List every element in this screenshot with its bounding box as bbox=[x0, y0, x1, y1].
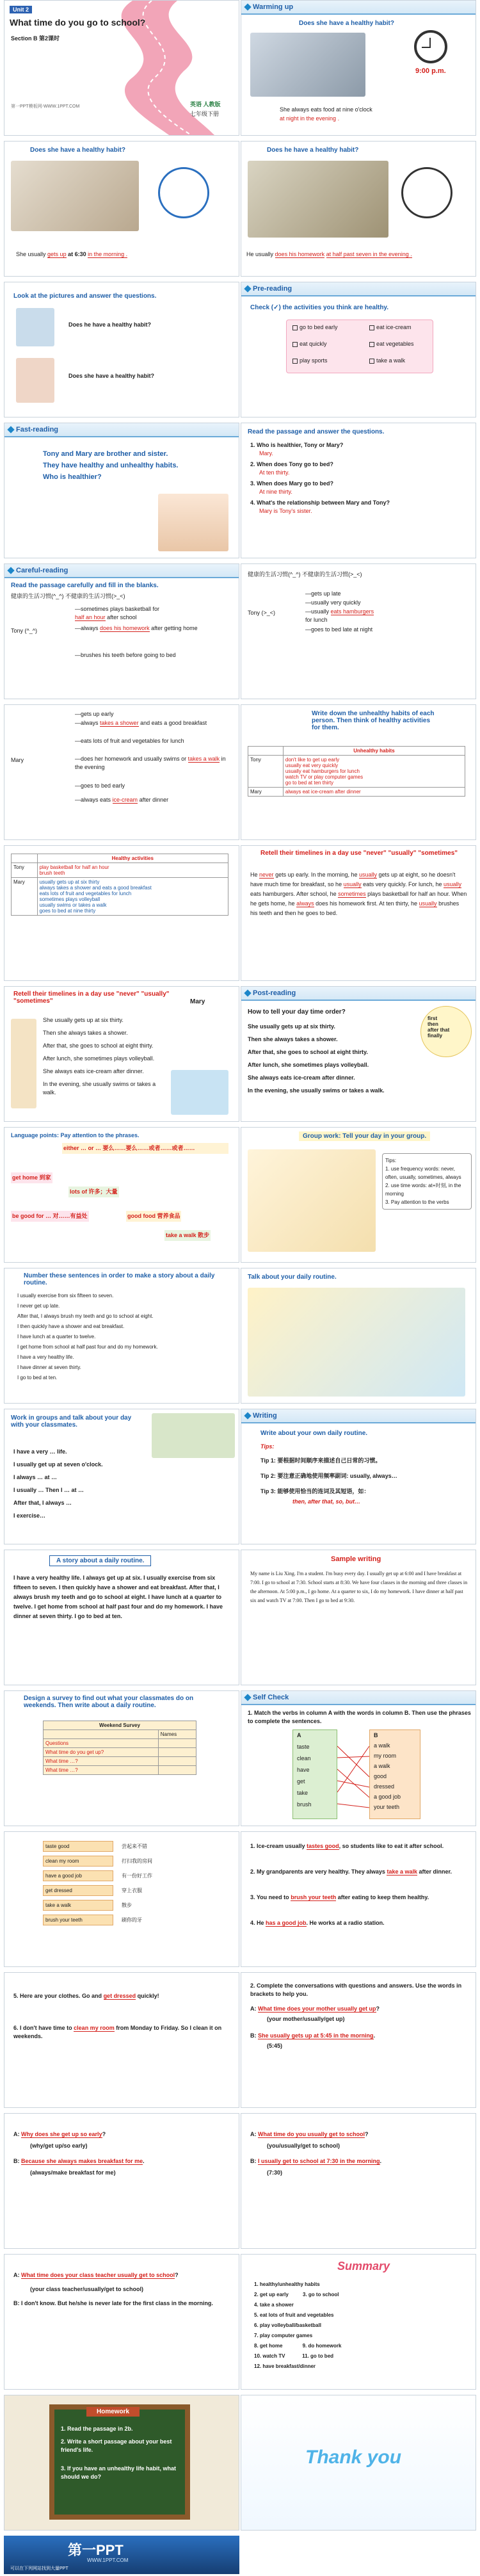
line-5: She always eats ice-cream after dinner. bbox=[43, 1068, 144, 1074]
tip-1: Tip 1: 要根据时间顺序来描述自己日常的习惯。 bbox=[260, 1457, 381, 1464]
hint-a: (your class teacher/usually/get to school) bbox=[30, 2286, 144, 2292]
phrase-4: be good for … 对……有益处 bbox=[11, 1211, 89, 1222]
slide-story bbox=[4, 1550, 239, 1685]
sentence-2: 2. My grandparents are very healthy. They always take a walk after dinner. bbox=[250, 1868, 452, 1875]
slide-fill-sentences-2 bbox=[4, 1972, 239, 2108]
instruction: Check (✓) the activities you think are healthy. bbox=[250, 304, 389, 311]
summary-1: 1. healthy/unhealthy habits bbox=[254, 2281, 320, 2287]
row-8 bbox=[0, 986, 480, 1127]
slide-thank-you bbox=[241, 2395, 476, 2531]
photo-boy-sport bbox=[16, 308, 54, 346]
line-2: I usually get up at seven o'clock. bbox=[13, 1461, 103, 1468]
hint-a: (your mother/usually/get up) bbox=[267, 2016, 345, 2022]
q2: 2. When does Tony go to bed? bbox=[250, 461, 333, 467]
brand-name: 第一PPT bbox=[68, 2542, 124, 2558]
question: Does he have a healthy habit? bbox=[267, 147, 359, 154]
sentence-3: 3. You need to brush your teeth after eating to keep them healthy. bbox=[250, 1894, 429, 1900]
line-5: After that, I always … bbox=[13, 1500, 72, 1506]
section-header: Post-reading bbox=[245, 989, 296, 997]
line-4: I usually … Then I … at … bbox=[13, 1487, 84, 1493]
slide-tony-unhealthy bbox=[241, 563, 476, 699]
connector-bubble: first then after that finally bbox=[420, 1006, 472, 1057]
slide-group-talk bbox=[4, 1409, 239, 1544]
answer: She usually gets up at 6:30 in the morning . bbox=[16, 251, 128, 257]
diamond-icon bbox=[7, 567, 14, 574]
slide-retell-mary bbox=[4, 986, 239, 1122]
instruction: Write down the unhealthy habits of each person. Then think of healthy activities for them. bbox=[312, 710, 435, 731]
row-5 bbox=[0, 563, 480, 704]
summary-2: 2. get up early 3. go to school bbox=[254, 2292, 339, 2297]
thank-you-text: Thank you bbox=[305, 2447, 402, 2468]
slide-phrase-translation bbox=[4, 1831, 239, 1967]
brand-url[interactable]: WWW.1PPT.COM bbox=[87, 2557, 129, 2563]
row-15 bbox=[0, 1972, 480, 2113]
habit-3: —usually eats hamburgers for lunch bbox=[305, 608, 374, 623]
match-lines bbox=[337, 1729, 369, 1819]
story-body: I have a very healthy life. I always get up at six. I usually exercise from six fifteen to seven. I then quickly have a shower and eat breakfast. After that, I always brush my teeth and go to school at eight. I have lunch at a quarter to twelve. I get home from school at half past four and do my homework. I have dinner at seven thirty. I go to bed at ten. bbox=[13, 1575, 223, 1619]
slide-habit-he bbox=[241, 141, 476, 277]
summary-6: 7. play computer games bbox=[254, 2333, 313, 2338]
question: Does she have a healthy habit? bbox=[299, 20, 394, 27]
slide-healthy-table bbox=[4, 845, 239, 981]
slide-pre-reading bbox=[241, 282, 476, 417]
instruction: Write about your own daily routine. bbox=[260, 1430, 368, 1437]
habit-1: —gets up late bbox=[305, 590, 341, 597]
row-13 bbox=[0, 1690, 480, 1831]
tip-3-examples: then, after that, so, but… bbox=[292, 1498, 361, 1505]
slide-self-check bbox=[241, 1690, 476, 1826]
line-2: Then she always takes a shower. bbox=[248, 1036, 338, 1042]
slide-sample-writing bbox=[241, 1550, 476, 1685]
row-16 bbox=[0, 2113, 480, 2254]
publisher: 英语 人教版 bbox=[190, 101, 221, 108]
line-2: They have healthy and unhealthy habits. bbox=[43, 462, 179, 469]
person-name: Mary bbox=[190, 998, 205, 1005]
section-header: Fast-reading bbox=[8, 426, 58, 433]
footer-note: 可以在下列网站找到大量PPT bbox=[10, 2566, 68, 2571]
a1: Mary. bbox=[259, 450, 273, 457]
section-label: Section B 第2课时 bbox=[11, 35, 60, 42]
slide-fill-sentences bbox=[241, 1831, 476, 1967]
instruction: Work in groups and talk about your day with your classmates. bbox=[11, 1414, 132, 1429]
line-1: Tony and Mary are brother and sister. bbox=[43, 450, 168, 458]
section-header: Writing bbox=[245, 1412, 277, 1420]
alarm-clock-icon bbox=[158, 167, 209, 218]
slide-unhealthy-table bbox=[241, 704, 476, 840]
row-11 bbox=[0, 1409, 480, 1550]
story-title: A story about a daily routine. bbox=[49, 1555, 151, 1566]
sentence-5: I have lunch at a quarter to twelve. bbox=[17, 1334, 96, 1340]
question: Does she have a healthy habit? bbox=[30, 147, 125, 154]
habit-2: —usually very quickly bbox=[305, 599, 361, 606]
photo-swimming bbox=[171, 1070, 228, 1115]
legend: 健康的生活习惯(^_^) 不健康的生活习惯(>_<) bbox=[248, 571, 362, 578]
summary-5: 6. play volleyball/basketball bbox=[254, 2322, 321, 2328]
slide-survey bbox=[4, 1690, 239, 1826]
grade: 七年级下册 bbox=[190, 111, 220, 117]
routine-cartoons bbox=[248, 1288, 465, 1397]
q1: 1. Who is healthier, Tony or Mary? bbox=[250, 442, 344, 448]
column-b: B a walk my room a walk good dressed a good job your teeth bbox=[369, 1729, 420, 1819]
habit-3: —brushes his teeth before going to bed bbox=[75, 652, 176, 658]
habit-4: —does her homework and usually swims or takes a walk in the evening bbox=[75, 756, 226, 770]
diamond-icon bbox=[7, 426, 14, 433]
section-header: Self Check bbox=[245, 1694, 289, 1701]
slide-post-reading bbox=[241, 986, 476, 1122]
activity-5[interactable]: play sports bbox=[292, 357, 328, 365]
sentence-6: I get home from school at half past four and do my homework. bbox=[17, 1344, 158, 1350]
action-cards bbox=[248, 1149, 376, 1252]
a2: At ten thirty. bbox=[259, 469, 290, 476]
habit-4: —goes to bed late at night bbox=[305, 626, 373, 633]
slide-look-pictures bbox=[4, 282, 239, 417]
q4: 4. What's the relationship between Mary and Tony? bbox=[250, 499, 390, 506]
activity-2[interactable]: eat ice-cream bbox=[369, 323, 412, 332]
habit-5: —goes to bed early bbox=[75, 782, 125, 789]
slide-warming-up bbox=[241, 0, 476, 136]
instruction: Retell their timelines in a day use "never" "usually" "sometimes" bbox=[13, 991, 170, 1005]
line-6: In the evening, she usually swims or takes a walk. bbox=[43, 1081, 156, 1096]
answer-line-1: She always eats food at nine o'clock bbox=[280, 106, 372, 113]
photo-waking-up bbox=[11, 161, 139, 231]
phrase-2: get home 到家 bbox=[11, 1172, 52, 1183]
unit-badge: Unit 2 bbox=[10, 6, 32, 13]
section-header: Careful-reading bbox=[8, 567, 68, 574]
healthy-table: Healthy activities Tony play basketball for half an hour brush teeth Mary usually gets up at six thirty always takes a shower and eats a good breakfast eats lots of fruit and vegetables for lunch sometimes plays volleyball usually swims or takes a walk goes to bed at nine thirty bbox=[11, 854, 228, 916]
person-name: Tony (>_<) bbox=[248, 610, 276, 616]
homework-2: 2. Write a short passage about your best friend's life. bbox=[61, 2438, 172, 2453]
diamond-icon bbox=[244, 989, 251, 996]
brand-footer bbox=[4, 2536, 239, 2574]
row-7 bbox=[0, 845, 480, 986]
line-6: In the evening, she usually swims or takes a walk. bbox=[248, 1087, 385, 1094]
habit-3: —eats lots of fruit and vegetables for lunch bbox=[75, 738, 184, 744]
slide-mary-habits bbox=[4, 704, 239, 840]
tips-box: Tips: 1. use frequency words: never, often, usually, sometimes, always 2. use time words: at+时刻, in the morning 3. Pay attention to the verbs bbox=[382, 1153, 472, 1210]
summary-3: 4. take a shower bbox=[254, 2302, 294, 2308]
instruction: Talk about your daily routine. bbox=[248, 1274, 337, 1281]
sentence-4: I then quickly have a shower and eat breakfast. bbox=[17, 1324, 125, 1329]
question-1: Does he have a healthy habit? bbox=[68, 321, 152, 328]
sentence-8: I have dinner at seven thirty. bbox=[17, 1365, 81, 1370]
phrase-5: good food 营养食品 bbox=[126, 1211, 181, 1222]
diamond-icon bbox=[244, 3, 251, 10]
hint-a: (you/usually/get to school) bbox=[267, 2143, 340, 2149]
habit-2: —always does his homework after getting home bbox=[75, 625, 198, 631]
instruction: Read the passage carefully and fill in the blanks. bbox=[11, 582, 159, 589]
row-4 bbox=[0, 423, 480, 563]
illustration-kids bbox=[158, 494, 228, 551]
homework-1: 1. Read the passage in 2b. bbox=[61, 2426, 133, 2432]
line-b: B: Because she always makes breakfast for me. bbox=[13, 2158, 145, 2164]
instruction: 1. Match the verbs in column A with the words in column B. Then use the phrases to complete the sentences. bbox=[248, 1710, 471, 1724]
a3: At nine thirty. bbox=[259, 489, 292, 495]
line-1: She usually gets up at six thirty. bbox=[43, 1017, 124, 1023]
line-a: A: What time does your mother usually get up? bbox=[250, 2005, 380, 2012]
photo-homework bbox=[248, 161, 388, 238]
question: How to tell your day time order? bbox=[248, 1009, 346, 1016]
hint-b: (always/make breakfast for me) bbox=[30, 2169, 116, 2176]
phrase-1: either … or … 要么……要么……或者……或者…… bbox=[62, 1143, 228, 1154]
slide-conversation-2 bbox=[4, 2113, 239, 2249]
tip-2: Tip 2: 要注意正确地使用频率副词: usually, always… bbox=[260, 1473, 397, 1479]
a4: Mary is Tony's sister. bbox=[259, 508, 312, 514]
line-5: She always eats ice-cream after dinner. bbox=[248, 1074, 355, 1081]
photo-girl-eating bbox=[16, 358, 54, 403]
section-header: Pre-reading bbox=[245, 285, 292, 293]
slide-careful-reading bbox=[4, 563, 239, 699]
row-17 bbox=[0, 2254, 480, 2395]
slide-homework bbox=[4, 2395, 239, 2531]
homework-title: Homework bbox=[86, 2407, 140, 2417]
q3: 3. When does Mary go to bed? bbox=[250, 480, 334, 487]
sample-body: My name is Liu Xing. I'm a student. I'm busy every day. I usually get up at 6:00 and I have breakfast at 7:00. I go to school at 7:30. School starts at 8:30. We have four classes in the morning and three classes in the afternoon. At 5:00 p.m., I go home. At a quarter to six, I do my homework. I have dinner at half past six and watch TV at 7:00. Then I go to bed at 9:30. bbox=[250, 1571, 468, 1603]
sentence-7: I have a very healthy life. bbox=[17, 1354, 74, 1360]
sentence-1: I usually exercise from six fifteen to seven. bbox=[17, 1293, 114, 1299]
row-6 bbox=[0, 704, 480, 845]
tips-label: Tips: bbox=[260, 1443, 275, 1450]
sentence-2: I never get up late. bbox=[17, 1303, 60, 1309]
row-10 bbox=[0, 1268, 480, 1409]
activity-3[interactable]: eat quickly bbox=[292, 340, 327, 348]
habit-1: —gets up early bbox=[75, 711, 114, 717]
phrase-6: take a walk 散步 bbox=[164, 1230, 211, 1241]
photo-students bbox=[152, 1413, 235, 1458]
row-2 bbox=[0, 141, 480, 282]
summary-9: 12. have breakfast/dinner bbox=[254, 2363, 316, 2369]
line-4: After lunch, she sometimes plays volleyball. bbox=[248, 1062, 369, 1068]
slide-conversation-3 bbox=[241, 2113, 476, 2249]
line-4: After lunch, she sometimes plays volleyball. bbox=[43, 1055, 155, 1062]
instruction: Number these sentences in order to make a story about a daily routine. bbox=[24, 1272, 215, 1286]
question-2: Does she have a healthy habit? bbox=[68, 373, 155, 379]
line-b: B: She usually gets up at 5:45 in the morning. bbox=[250, 2032, 376, 2039]
activity-1[interactable]: go to bed early bbox=[292, 323, 338, 332]
legend: 健康的生活习惯(^_^) 不健康的生活习惯(>_<) bbox=[11, 593, 125, 599]
line-1: I have a very … life. bbox=[13, 1448, 67, 1455]
slide-conversation-4 bbox=[4, 2254, 239, 2390]
wall-clock-icon bbox=[401, 167, 452, 218]
activity-6[interactable]: take a walk bbox=[369, 357, 405, 365]
retell-paragraph: He never gets up early. In the morning, he usually gets up at eight, so he doesn't have much time for breakfast, so he usually eats very quickly. For lunch, he usually eats hamburgers. After school, he sometimes plays basketball for half an hour. When he gets home, he always does his homework first. At ten thirty, he usually brushes his teeth and then he goes to bed. bbox=[250, 871, 467, 916]
phrase-list: taste good 尝起来不错 clean my room 打扫我的房间 have a good job 有一份好工作 get dressed 穿上衣服 take a walk 散步 brush your teeth 刷你的牙 bbox=[43, 1841, 203, 1929]
row-12 bbox=[0, 1550, 480, 1690]
time-label: 9:00 p.m. bbox=[415, 67, 446, 75]
slide-title bbox=[4, 0, 239, 136]
diamond-icon bbox=[244, 285, 251, 292]
person-name: Tony (^_^) bbox=[11, 628, 37, 634]
activity-4[interactable]: eat vegetables bbox=[369, 340, 414, 348]
instruction: Retell their timelines in a day use "never" "usually" "sometimes" bbox=[260, 850, 458, 857]
diamond-icon bbox=[244, 1694, 251, 1701]
instruction: Read the passage and answer the questions. bbox=[248, 428, 385, 435]
slide-answer-questions bbox=[241, 423, 476, 558]
line-b: B: I usually get to school at 7:30 in the morning. bbox=[250, 2158, 382, 2164]
tip-3: Tip 3: 能够使用恰当的连词及其短语，如： bbox=[260, 1488, 370, 1495]
column-a: A taste clean have get take brush bbox=[292, 1729, 337, 1819]
slide-retell-tony bbox=[241, 845, 476, 981]
instruction: Design a survey to find out what your classmates do on weekends. Then write about a daily routine. bbox=[24, 1695, 194, 1709]
row-18 bbox=[0, 2395, 480, 2536]
habit-2: —always takes a shower and eats a good breakfast bbox=[75, 720, 207, 726]
diamond-icon bbox=[244, 1412, 251, 1419]
line-1: She usually gets up at six thirty. bbox=[248, 1023, 335, 1030]
line-b: B: I don't know. But he/she is never late for the first class in the morning. bbox=[13, 2300, 213, 2306]
row-1 bbox=[0, 0, 480, 141]
summary-4: 5. eat lots of fruit and vegetables bbox=[254, 2312, 334, 2318]
sentence-1: 1. Ice-cream usually tastes good, so students like to eat it after school. bbox=[250, 1843, 444, 1849]
unhealthy-table: Unhealthy habits Tony don't like to get up early usually eat very quickly usually eat hamburgers for lunch watch TV or play computer games go to bed at ten thirty Mary always eat ice-cream after dinner bbox=[248, 746, 465, 797]
person-name: Mary bbox=[11, 757, 24, 763]
title: Language points: Pay attention to the phrases. bbox=[11, 1132, 140, 1138]
row-9 bbox=[0, 1127, 480, 1268]
sentence-5: 5. Here are your clothes. Go and get dressed quickly! bbox=[13, 1993, 159, 1999]
sentence-3: After that, I always brush my teeth and go to school at eight. bbox=[17, 1313, 154, 1319]
row-14 bbox=[0, 1831, 480, 1972]
answer-line-2: at night in the evening . bbox=[280, 115, 340, 122]
line-2: Then she always takes a shower. bbox=[43, 1030, 128, 1036]
slide-fast-reading bbox=[4, 423, 239, 558]
sentence-4: 4. He has a good job. He works at a radio station. bbox=[250, 1920, 385, 1926]
sentence-9: I go to bed at ten. bbox=[17, 1375, 58, 1381]
icons-column bbox=[11, 1019, 36, 1108]
line-a: A: Why does she get up so early? bbox=[13, 2131, 106, 2137]
slide-summary bbox=[241, 2254, 476, 2390]
line-3: After that, she goes to school at eight thirty. bbox=[248, 1049, 368, 1055]
line-3: After that, she goes to school at eight thirty. bbox=[43, 1042, 154, 1049]
instruction: Look at the pictures and answer the questions. bbox=[13, 293, 157, 300]
hint-b: (5:45) bbox=[267, 2043, 283, 2049]
line-3: I always … at … bbox=[13, 1474, 58, 1480]
summary-title: Summary bbox=[337, 2260, 390, 2272]
line-3: Who is healthier? bbox=[43, 473, 102, 481]
line-a: A: What time do you usually get to school? bbox=[250, 2131, 369, 2137]
hint-a: (why/get up/so early) bbox=[30, 2143, 88, 2149]
slide-group-work bbox=[241, 1127, 476, 1263]
survey-table: Weekend Survey Names Questions What time do you get up? What time …? What time …? bbox=[43, 1721, 196, 1775]
section-header: Warming up bbox=[245, 3, 293, 11]
homework-3: 3. If you have an unhealthy life habit, what should we do? bbox=[61, 2465, 177, 2480]
watermark-url: 第一PPT模板网-WWW.1PPT.COM bbox=[11, 104, 80, 109]
page-title: What time do you go to school? bbox=[10, 17, 146, 28]
slide-conversation-1 bbox=[241, 1972, 476, 2108]
line-a: A: What time does your class teacher usually get to school? bbox=[13, 2272, 179, 2278]
phrase-3: lots of 许多；大量 bbox=[68, 1187, 119, 1197]
summary-8: 10. watch TV 11. go to bed bbox=[254, 2353, 334, 2359]
title: Group work: Tell your day in your group. bbox=[299, 1131, 430, 1141]
habit-6: —always eats ice-cream after dinner bbox=[75, 797, 169, 803]
slide-language-points bbox=[4, 1127, 239, 1263]
summary-7: 8. get home 9. do homework bbox=[254, 2343, 342, 2349]
clock-icon bbox=[414, 30, 447, 63]
hint-b: (7:30) bbox=[267, 2169, 283, 2176]
answer: He usually does his homework at half past seven in the evening . bbox=[246, 251, 412, 257]
photo-eating-night bbox=[250, 33, 365, 97]
instruction: 2. Complete the conversations with questions and answers. Use the words in brackets to help you. bbox=[250, 1982, 462, 1997]
slide-writing bbox=[241, 1409, 476, 1544]
slide-number-sentences bbox=[4, 1268, 239, 1404]
slide-habit-she bbox=[4, 141, 239, 277]
slide-talk-routine bbox=[241, 1268, 476, 1404]
row-3 bbox=[0, 282, 480, 423]
habit-1: —sometimes plays basketball for half an hour after school bbox=[75, 606, 160, 620]
chalkboard bbox=[49, 2404, 190, 2520]
sample-title: Sample writing bbox=[331, 1555, 381, 1563]
sentence-6: 6. I don't have time to clean my room from Monday to Friday. So I clean it on weekends. bbox=[13, 2025, 222, 2039]
line-6: I exercise… bbox=[13, 1512, 46, 1519]
